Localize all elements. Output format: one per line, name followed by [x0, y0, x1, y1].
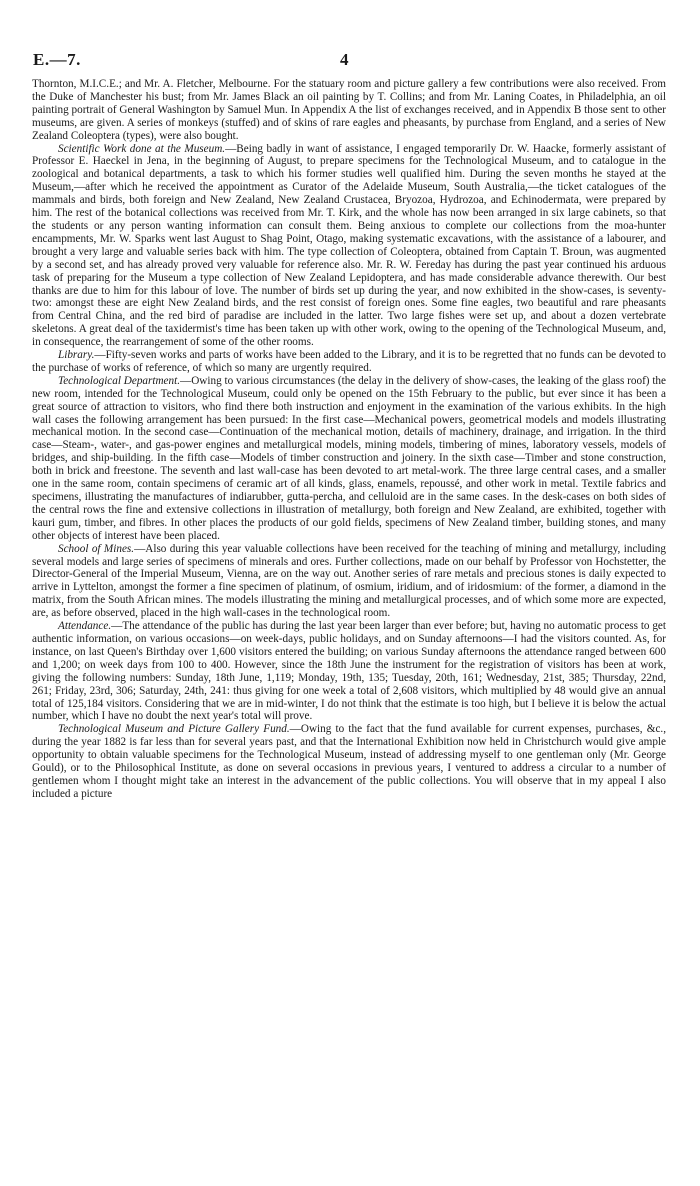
paragraph-scientific-work [32, 143, 666, 350]
paragraph-attendance [32, 620, 666, 723]
paragraph-fund [32, 723, 666, 800]
section-heading: Technological Museum and Picture Gallery Fund. [58, 723, 290, 736]
paragraph-text: Thornton, M.I.C.E.; and Mr. A. Fletcher, Melbourne. For the statuary room and picture gallery a few contributions were also received. From the Duke of Manchester his bust; from Mr. James Black an oil painting by T. Collins; and from Mr. Laning Coates, in Philadelphia, an oil painting portrait of General Washington by Samuel Mun. In Appendix A the list of exchanges received, and in Appendix B those sent to other museums, are given. A series of monkeys (stuffed) and of skins of rare eagles and pheasants, by purchase from England, and a series of New Zealand Coleoptera (types), were also bought. [32, 78, 666, 142]
document-reference: E.—7. [33, 50, 81, 69]
paragraph-text: —Also during this year valuable collections have been received for the teaching of mining and metallurgy, including several models and large series of specimens of minerals and ores. Further collections, made on our behalf by Professor von Hochstetter, the Director-General of the Imperial Museum, Vienna, are on the way out. Another series of rare metals and precious stones is daily expected to arrive in Lyttelton, amongst the former a fine specimen of platinum, of osmium, iridium, and of iridosmium: of the former, a diamond in the matrix, from the South African mines. The models illustrating the mining and metallurgical processes, and of which some more are expected, are, as before observed, placed in the high wall-cases in the technological room. [32, 542, 666, 620]
page-number: 4 [340, 50, 349, 69]
section-heading: Scientific Work done at the Museum. [58, 142, 226, 155]
section-heading: School of Mines. [58, 542, 135, 555]
report-body [32, 78, 666, 801]
paragraph-library [32, 349, 666, 375]
paragraph-school-of-mines [32, 543, 666, 620]
page-header [33, 50, 670, 70]
paragraph-text: —Owing to various circumstances (the delay in the delivery of show-cases, the leaking of the glass roof) the new room, intended for the Technological Museum, could only be opened on the 15th February to the public, but ever since it has been a great source of attraction to visitors, who find there both instruction and enjoyment in the examination of the various exhibits. In the high wall cases the following arrangement has been pursued: In the first case—Mechanical powers, geometrical models and models illustrating mechanical motion. In the second case—Continuation of the mechanical motion, details of machinery, drainage, and irrigation. In the third case—Steam-, water-, and gas-power engines and metallurgical models, mining models, timbering of mines, laboratory vessels, models of bridges, and ship-building. In the fifth case—Models of timber construction and joinery. In the sixth case—Timber and stone construction, both in brick and freestone. The seventh and last wall-case has been devoted to art metal-work. The three large central cases, and a smaller one in the same room, contain specimens of ceramic art of all kinds, glass, enamels, repoussé, and other work in metal. Textile fabrics and specimens, illustrating the manufactures of indiarubber, gutta-percha, and celluloid are in the same cases. In the desk-cases on both sides of the central rows the fine and extensive collections in illustration of metallurgy, both foreign and New Zealand, are exhibited, together with kauri gum, timber, and fibres. In other places the products of our gold fields, specimens of New Zealand timber, building stones, and many other objects of interest have been placed. [32, 374, 666, 542]
section-heading: Library. [58, 349, 95, 362]
paragraph-text: —Owing to the fact that the fund available for current expenses, purchases, &c., during the year 1882 is far less than for several years past, and that the International Exhibition now held in Christchurch would give ample opportunity to obtain valuable specimens for the Technological Museum, instead of addressing myself to one gentleman only (Mr. George Gould), or to the Philosophical Institute, as done on several occasions in previous years, I ventured to address a circular to a number of gentlemen whom I thought might take an interest in the advancement of the public collections. You will observe that in my appeal I also included a picture [32, 723, 666, 800]
paragraph-text: —Being badly in want of assistance, I engaged temporarily Dr. W. Haacke, formerly assistant of Professor E. Haeckel in Jena, in the beginning of August, to prepare specimens for the Technological Museum, and to catalogue in the zoological and botanical departments, a task to which his former studies well qualified him. During the seven months he stayed at the Museum,—after which he received the appointment as Curator of the Adelaide Museum, South Australia,—the ticket catalogues of the mammals and birds, both foreign and New Zealand, New Zealand Crustacea, Bryozoa, Hydrozoa, and Echinodermata, were prepared by him. The rest of the botanical collections was received from Mr. T. Kirk, and the whole has now been arranged in six large cabinets, so that the students or any person wanting information can consult them. Being anxious to complete our collections from the moa-hunter encampments, Mr. W. Sparks went last August to Shag Point, Otago, making systematic excavations, with the assistance of a labourer, and brought a very large and valuable series back with him. The type collection of Coleoptera, obtained from Captain T. Broun, was augmented by a second set, and has already proved very valuable for reference also. Mr. R. W. Fereday has during the past year continued his arduous task of preparing for the Museum a type collection of New Zealand Lepidoptera, and has made considerable advance therewith. Our best thanks are due to him for this labour of love. The number of birds set up during the year, and now exhibited in the show-cases, is seventy-two: amongst these are eight New Zealand birds, and the rest consist of foreign ones. Some fine eagles, two beautiful and rare pheasants from Central China, and the red bird of paradise are included in the latter. Two large fishes were set up, and about a dozen vertebrate skeletons. A great deal of the taxidermist's time has been taken up with other work, owing to the opening of the Technological Museum, and, in consequence, the rearrangement of some of the other rooms. [32, 142, 666, 349]
section-heading: Technological Department. [58, 374, 181, 387]
paragraph-technological-department [32, 375, 666, 543]
paragraph-text: —Fifty-seven works and parts of works have been added to the Library, and it is to be regretted that no funds can be devoted to the purchase of works of reference, of which so many are urgently required. [32, 349, 666, 374]
paragraph-exchanges [32, 78, 666, 143]
paragraph-text: —The attendance of the public has during the last year been larger than ever before; but, having no automatic process to get authentic information, on various occasions—on week-days, public holidays, and on Sunday afternoons—I had the visitors counted. As, for instance, on last Queen's Birthday over 1,600 visitors entered the building; on various Sunday afternoons the attendance ranged between 600 and 1,200; on week days from 100 to 400. However, since the 18th June the instrument for the registration of visitors has been at work, giving the following numbers: Sunday, 18th June, 1,119; Monday, 19th, 135; Tuesday, 20th, 161; Wednesday, 21st, 385; Thursday, 22nd, 261; Friday, 23rd, 306; Saturday, 24th, 241: thus giving for one week a total of 2,608 visitors, which multiplied by 48 would give an annual total of 125,184 visitors. Considering that we are in mid-winter, I do not think that the estimate is too high, but I believe it is below the actual number, which I have no doubt the next year's total will prove. [32, 620, 666, 723]
section-heading: Attendance. [58, 620, 112, 633]
